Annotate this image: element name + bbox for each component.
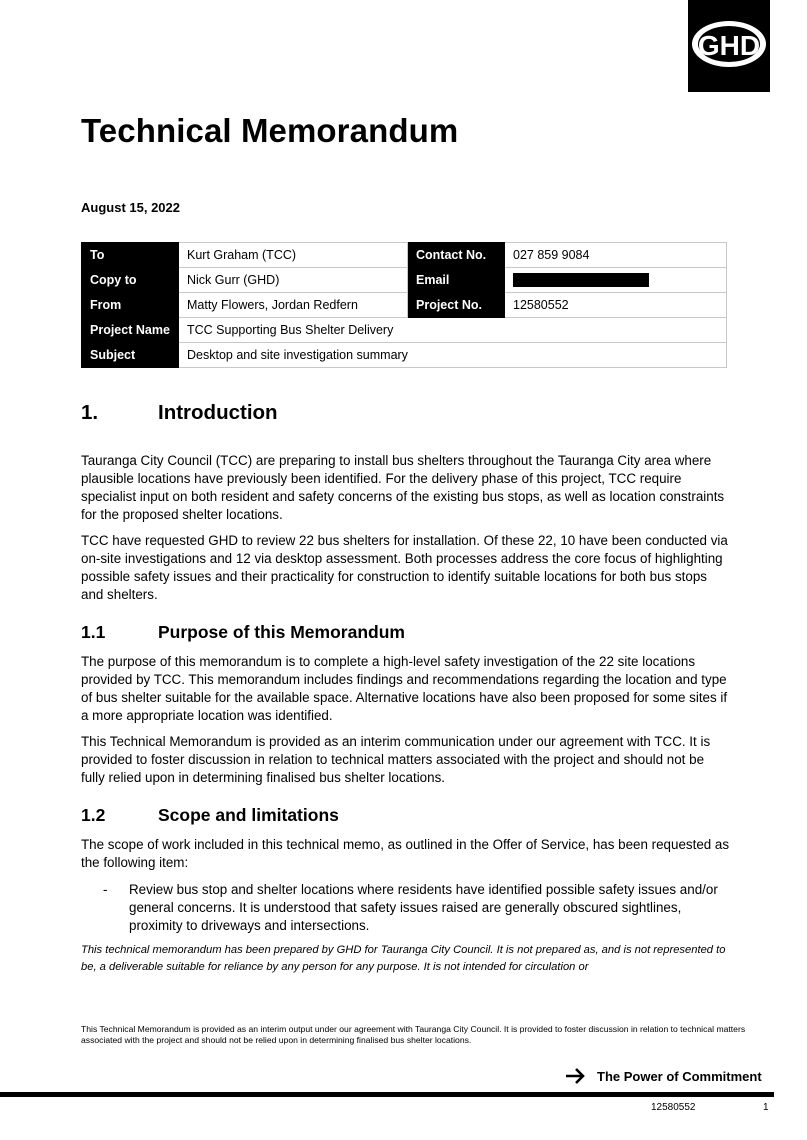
redaction-bar (513, 273, 649, 287)
section-heading-introduction (81, 401, 278, 425)
memo-date: August 15, 2022 (81, 200, 180, 215)
tagline (565, 1068, 762, 1084)
section-title: Purpose of this Memorandum (158, 622, 405, 642)
from-label: From (82, 293, 179, 318)
memo-details-table (81, 242, 727, 368)
table-row (82, 293, 727, 318)
contact-label: Contact No. (408, 243, 505, 268)
svg-text:GHD: GHD (697, 30, 761, 61)
project-no-value: 12580552 (505, 293, 727, 318)
tagline-text: The Power of Commitment (597, 1068, 762, 1084)
footer-note: This Technical Memorandum is provided as an interim output under our agreement with Tauranga City Council. It is provided to foster discussion in relation to technical matters associated with the project and should not be relied upon in determining finalised bus shelter locations. (81, 1024, 746, 1045)
purpose-paragraph-1: The purpose of this memorandum is to complete a high-level safety investigation of the 22 site locations provided by TCC. This memorandum includes findings and recommendations regarding the location and type of bus shelter suitable for the available space. Alternative locations have also been proposed for some sites if a more appropriate location was identified. (81, 654, 728, 723)
table-row (82, 243, 727, 268)
section-number: 1. (81, 401, 99, 424)
subject-label: Subject (82, 343, 179, 368)
contact-value: 027 859 9084 (505, 243, 727, 268)
bullet-text: Review bus stop and shelter locations where residents have identified possible safety issues and/or general concerns. It is understood that safety issues raised are generally obscured sightlines, proximity to driveways and intersections. (129, 882, 718, 933)
ghd-logo (688, 0, 770, 92)
email-label: Email (408, 268, 505, 293)
scope-paragraph-1: The scope of work included in this technical memo, as outlined in the Offer of Service, has been requested as the following item: (81, 837, 730, 870)
arrow-right-icon (565, 1068, 587, 1084)
to-label: To (82, 243, 179, 268)
section-number: 1.2 (81, 805, 106, 825)
table-row (82, 268, 727, 293)
project-no-label: Project No. (408, 293, 505, 318)
disclaimer-text: This technical memorandum has been prepared by GHD for Tauranga City Council. It is not prepared as, and is not represented to be, a deliverable suitable for reliance by any person for any purpose. It is not intended for circulation or (81, 944, 726, 973)
email-value (505, 268, 727, 293)
purpose-paragraph-2: This Technical Memorandum is provided as an interim communication under our agreement with TCC. It is provided to foster discussion in relation to technical matters associated with the project and should not be fully relied upon in determining finalised bus shelter locations. (81, 734, 711, 785)
table-row (82, 343, 727, 368)
table-row (82, 318, 727, 343)
to-value: Kurt Graham (TCC) (179, 243, 408, 268)
intro-paragraph-2: TCC have requested GHD to review 22 bus shelters for installation. Of these 22, 10 have been conducted via on-site investigations and 12 via desktop assessment. Both processes address the core focus of highlighting possible safety issues and their practicality for construction to identify suitable locations for both bus stops and shelters. (81, 533, 728, 602)
page-number: 1 (763, 1102, 769, 1113)
section-title: Introduction (158, 401, 278, 424)
from-value: Matty Flowers, Jordan Redfern (179, 293, 408, 318)
bullet-dash: - (103, 882, 108, 897)
section-heading-purpose (81, 622, 405, 643)
intro-paragraph-1: Tauranga City Council (TCC) are preparing to install bus shelters throughout the Tauranga City area where plausible locations have previously been identified. For the delivery phase of this project, TCC require specialist input on both resident and safety concerns of the existing bus stops, as well as location constraints for the proposed shelter locations. (81, 453, 725, 522)
section-number: 1.1 (81, 622, 106, 642)
section-title: Scope and limitations (158, 805, 339, 825)
subject-value: Desktop and site investigation summary (179, 343, 727, 368)
project-name-label: Project Name (82, 318, 179, 343)
document-number: 12580552 (651, 1102, 696, 1113)
copy-to-label: Copy to (82, 268, 179, 293)
section-heading-scope (81, 805, 339, 826)
project-name-value: TCC Supporting Bus Shelter Delivery (179, 318, 727, 343)
footer-rule (0, 1092, 774, 1097)
copy-to-value: Nick Gurr (GHD) (179, 268, 408, 293)
page-title: Technical Memorandum (81, 112, 459, 149)
